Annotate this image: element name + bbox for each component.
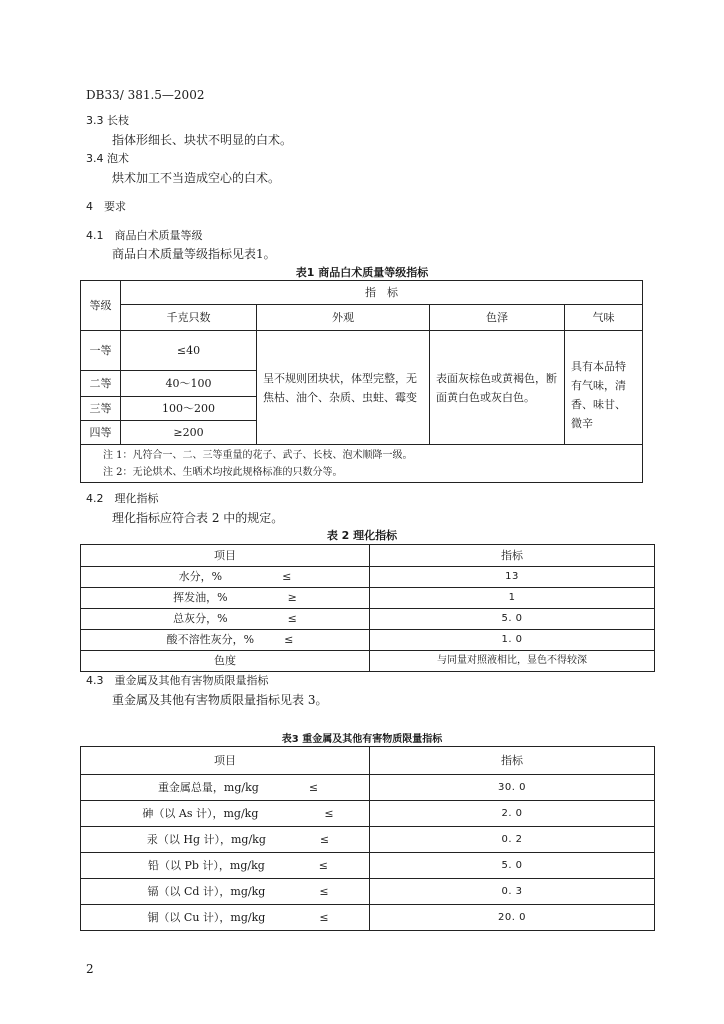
section-3-4-body: 烘术加工不当造成空心的白术。 [112,171,281,185]
table-row-value: 5. 0 [370,853,655,879]
physchem-table [80,544,655,672]
section-4-1-heading: 4.1 商品白术质量等级 [86,229,203,242]
table1-note-2: 注 2：无论烘术、生晒术均按此规格标准的只数分等。 [103,466,343,478]
table-row-item: 酸不溶性灰分，% ≤ [81,630,370,651]
col-header-count: 千克只数 [121,305,257,331]
section-3-3-body: 指体形细长、块状不明显的白术。 [112,133,293,147]
table-row-value: 0. 3 [370,879,655,905]
table-row-value: 30. 0 [370,775,655,801]
count-cell: ≤40 [121,331,257,371]
table-row-value: 与同量对照液相比，显色不得较深 [370,651,655,672]
col-header-value: 指标 [370,545,655,567]
table-row-value: 5. 0 [370,609,655,630]
section-4-2-heading: 4.2 理化指标 [86,492,159,505]
table-row-item: 汞（以 Hg 计），mg/kg ≤ [81,827,370,853]
heavy-metal-table [80,746,655,931]
table1-caption: 表1 商品白术质量等级指标 [295,266,429,279]
count-cell: ≥200 [121,421,257,445]
document-code: DB33/ 381.5—2002 [86,88,205,102]
grade-cell: 二等 [81,371,121,397]
color-cell: 表面灰棕色或黄褐色，断面黄白色或灰白色。 [430,331,565,445]
section-4-3-heading: 4.3 重金属及其他有害物质限量指标 [86,674,269,687]
section-3-3-heading: 3.3 长枝 [86,114,129,127]
section-4-2-body: 理化指标应符合表 2 中的规定。 [112,511,284,525]
grade-cell: 三等 [81,397,121,421]
table2-caption: 表 2 理化指标 [326,529,398,542]
grade-cell: 一等 [81,331,121,371]
section-3-4-heading: 3.4 泡术 [86,152,129,165]
table3-caption: 表3 重金属及其他有害物质限量指标 [281,734,443,745]
index-header: 指 标 [121,281,643,305]
grade-cell: 四等 [81,421,121,445]
smell-cell: 具有本品特有气味，清香、味甘、微辛 [565,331,643,445]
table-row-item: 镉（以 Cd 计），mg/kg ≤ [81,879,370,905]
table1-note-1: 注 1：凡符合一、二、三等重量的花子、武子、长枝、泡术顺降一级。 [103,449,413,461]
table-row-item: 重金属总量，mg/kg ≤ [81,775,370,801]
table-row-item: 挥发油，% ≥ [81,588,370,609]
count-cell: 100～200 [121,397,257,421]
table-row-value: 0. 2 [370,827,655,853]
table-row-item: 总灰分，% ≤ [81,609,370,630]
table-row-value: 2. 0 [370,801,655,827]
grade-header: 等级 [81,281,121,331]
col-header-item: 项目 [81,545,370,567]
col-header-item: 项目 [81,747,370,775]
page-number: 2 [86,962,94,976]
table-row-value: 1. 0 [370,630,655,651]
table-row-value: 13 [370,567,655,588]
table-row-item: 水分，% ≤ [81,567,370,588]
appearance-cell: 呈不规则团块状，体型完整，无焦枯、油个、杂质、虫蛀、霉变 [257,331,430,445]
section-4-heading: 4 要求 [86,200,126,213]
table-row-value: 1 [370,588,655,609]
col-header-color: 色泽 [430,305,565,331]
table-row-item: 铅（以 Pb 计），mg/kg ≤ [81,853,370,879]
col-header-appearance: 外观 [257,305,430,331]
col-header-value: 指标 [370,747,655,775]
table-row-item: 色度 [81,651,370,672]
col-header-smell: 气味 [565,305,643,331]
count-cell: 40～100 [121,371,257,397]
section-4-1-body: 商品白术质量等级指标见表1。 [112,247,276,261]
table-row-item: 铜（以 Cu 计），mg/kg ≤ [81,905,370,931]
table1-notes [81,445,643,483]
section-4-3-body: 重金属及其他有害物质限量指标见表 3。 [112,693,328,707]
grade-table [80,280,643,483]
table-row-item: 砷（以 As 计），mg/kg ≤ [81,801,370,827]
table-row-value: 20. 0 [370,905,655,931]
